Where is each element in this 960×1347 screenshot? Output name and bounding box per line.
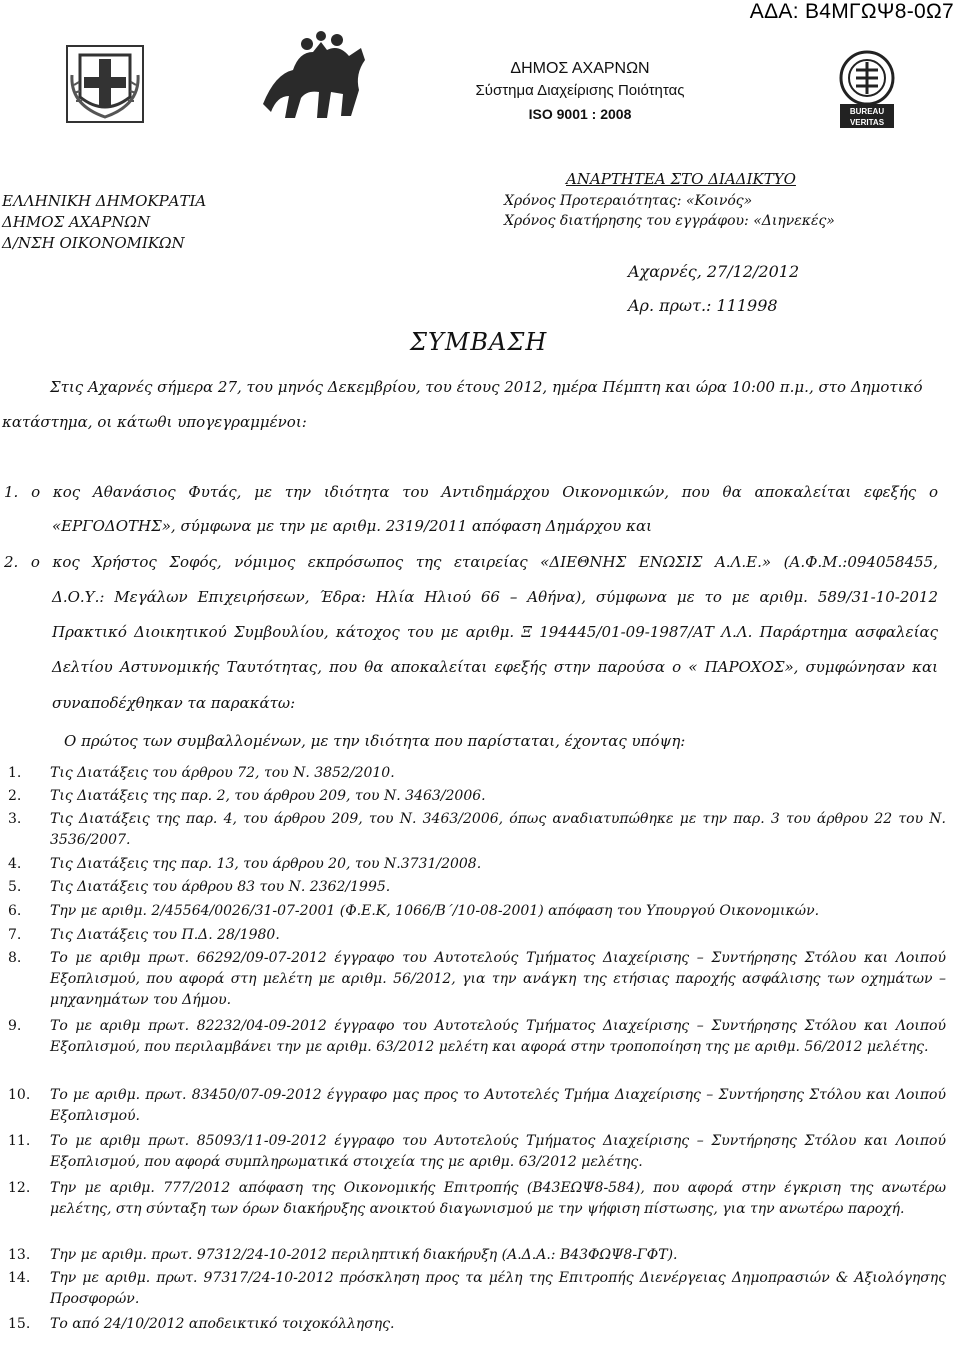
- list-item-number: 11.: [8, 1133, 31, 1149]
- list-item-number: 9.: [8, 1018, 22, 1034]
- list-item-text: Τις Διατάξεις της παρ. 2, του άρθρου 209, του Ν. 3463/2006.: [50, 788, 486, 804]
- svg-text:VERITAS: VERITAS: [849, 118, 885, 127]
- list-item-number: 3.: [8, 811, 22, 827]
- posted-online-label: ΑΝΑΡΤΗΤΕΑ ΣΤΟ ΔΙΑΔΙΚΤΥΟ: [566, 170, 796, 188]
- place-date: Αχαρνές, 27/12/2012: [628, 262, 800, 281]
- list-item-text: Την με αριθμ. 777/2012 απόφαση της Οικονομικής Επιτροπής (Β43ΕΩΨ8-584), που αφορά στην έγκριση της ανωτέρω μελέτης, στη σύνταξη των όρων διακήρυξης ανοικτού διαγωνισμού με την ψήφιση πίστωσης, για την ανωτέρω παροχή.: [50, 1180, 946, 1217]
- list-item-number: 14.: [8, 1270, 31, 1286]
- list-item-number: 1.: [8, 765, 22, 781]
- left-line-municipality: ΔΗΜΟΣ ΑΧΑΡΝΩΝ: [2, 213, 151, 231]
- list-item-number: 6.: [8, 903, 22, 919]
- list-item-text: Τις Διατάξεις του άρθρου 72, του Ν. 3852/2010.: [50, 765, 395, 781]
- list-item-number: 8.: [8, 950, 22, 966]
- priority-label: Χρόνος Προτεραιότητας: «Κοινός»: [504, 193, 753, 209]
- list-item-number: 15.: [8, 1316, 31, 1332]
- ada-code: ΑΔΑ: Β4ΜΓΩΨ8-0Ω7: [749, 0, 954, 23]
- party-2-line-4: Δελτίου Αστυνομικής Ταυτότητας, που θα αποκαλείται εφεξής στην παρούσα ο « ΠΑΡΟΧΟΣ», συμφώνησαν και: [52, 658, 938, 676]
- horses-emblem-icon: [255, 30, 380, 120]
- list-item-number: 5.: [8, 879, 22, 895]
- list-item-text: Την με αριθμ. πρωτ. 97317/24-10-2012 πρόσκληση προς τα μέλη της Επιτροπής Διενέργειας Δημοπρασιών & Αξιολόγησης Προσφορών.: [50, 1270, 946, 1307]
- list-item-text: Τις Διατάξεις του Π.Δ. 28/1980.: [50, 927, 280, 943]
- document-title: ΣΥΜΒΑΣΗ: [410, 328, 548, 356]
- list-item-number: 12.: [8, 1180, 31, 1196]
- list-item-text: Την με αριθμ. πρωτ. 97312/24-10-2012 περιληπτική διακήρυξη (Α.Δ.Α.: Β43ΦΩΨ8-ΓΦΤ).: [50, 1247, 678, 1263]
- party-2-line-2: Δ.Ο.Υ.: Μεγάλων Επιχειρήσεων, Έδρα: Ηλία Ηλιού 66 – Αθήνα), σύμφωνα με το με αριθμ. 589/31-10-2012: [52, 588, 938, 606]
- left-line-directorate: Δ/ΝΣΗ ΟΙΚΟΝΟΜΙΚΩΝ: [2, 234, 185, 252]
- intro-line-1: Στις Αχαρνές σήμερα 27, του μηνός Δεκεμβρίου, του έτους 2012, ημέρα Πέμπτη και ώρα 10:00 π.μ., στο Δημοτικό: [50, 378, 923, 396]
- list-item-text: Τις Διατάξεις της παρ. 4, του άρθρου 209, του Ν. 3463/2006, όπως αναδιατυπώθηκε με την παρ. 3 του άρθρου 22 του Ν. 3536/2007.: [50, 811, 946, 848]
- header-quality-system: Σύστημα Διαχείρισης Ποιότητας: [475, 82, 685, 99]
- list-item-number: 10.: [8, 1087, 31, 1103]
- party-2-line-1: 2. ο κος Χρήστος Σοφός, νόμιμος εκπρόσωπος της εταιρείας «ΔΙΕΘΝΗΣ ΕΝΩΣΙΣ Α.Λ.Ε.» (Α.Φ.Μ.:094058455,: [4, 553, 938, 571]
- list-item-number: 2.: [8, 788, 22, 804]
- list-item-text: Το με αριθμ. πρωτ. 83450/07-09-2012 έγγραφο μας προς το Αυτοτελές Τμήμα Διαχείρισης – Συντήρησης Στόλου και Λοιπού Εξοπλισμού.: [50, 1087, 946, 1124]
- svg-text:BUREAU: BUREAU: [849, 107, 885, 116]
- header-iso: ISO 9001 : 2008: [528, 106, 632, 122]
- retention-label: Χρόνος διατήρησης του εγγράφου: «Διηνεκές»: [504, 213, 835, 229]
- left-line-republic: ΕΛΛΗΝΙΚΗ ΔΗΜΟΚΡΑΤΙΑ: [2, 192, 207, 210]
- list-item-text: Το με αριθμ πρωτ. 66292/09-07-2012 έγγραφο του Αυτοτελούς Τμήματος Διαχείρισης – Συντήρησης Στόλου και Λοιπού Εξοπλισμού, που αφορά στη μελέτη με αριθμ. 56/2012, για την ανάγκη της ετήσιας παροχής ασφάλισης των οχημάτων – μηχανημάτων του Δήμου.: [50, 950, 946, 1008]
- intro-line-2: κατάστημα, οι κάτωθι υπογεγραμμένοι:: [2, 413, 307, 431]
- list-item-number: 7.: [8, 927, 22, 943]
- party-2-line-5: συναποδέχθηκαν τα παρακάτω:: [52, 694, 296, 712]
- greek-emblem-icon: [66, 45, 144, 123]
- list-item-text: Τις Διατάξεις της παρ. 13, του άρθρου 20, του Ν.3731/2008.: [50, 856, 482, 872]
- list-item-text: Το με αριθμ πρωτ. 82232/04-09-2012 έγγραφο του Αυτοτελούς Τμήματος Διαχείρισης – Συντήρησης Στόλου και Λοιπού Εξοπλισμού, που περιλαμβάνει την με αριθμ. 63/2012 μελέτη και αφορά στην τροποποίηση της με αριθμ. 56/2012 μελέτης.: [50, 1018, 946, 1055]
- bureau-veritas-seal-icon: [826, 48, 908, 130]
- protocol-number: Αρ. πρωτ.: 111998: [628, 296, 778, 315]
- header-municipality: ΔΗΜΟΣ ΑΧΑΡΝΩΝ: [510, 60, 650, 77]
- list-item-text: Την με αριθμ. 2/45564/0026/31-07-2001 (Φ.Ε.Κ, 1066/Β΄/10-08-2001) απόφαση του Υπουργού Οικονομικών.: [50, 903, 820, 919]
- list-item-number: 4.: [8, 856, 22, 872]
- list-item-text: Τις Διατάξεις του άρθρου 83 του Ν. 2362/1995.: [50, 879, 391, 895]
- considerations-lead: Ο πρώτος των συμβαλλομένων, με την ιδιότητα που παρίσταται, έχοντας υπόψη:: [64, 732, 686, 750]
- party-2-line-3: Πρακτικό Διοικητικού Συμβουλίου, κάτοχος του με αριθμ. Ξ 194445/01-09-1987/ΑΤ Λ.Λ. Παράρτημα ασφαλείας: [52, 623, 938, 641]
- list-item-text: Το από 24/10/2012 αποδεικτικό τοιχοκόλλησης.: [50, 1316, 395, 1332]
- list-item-number: 13.: [8, 1247, 31, 1263]
- party-1-line-2: «ΕΡΓΟΔΟΤΗΣ», σύμφωνα με την με αριθμ. 2319/2011 απόφαση Δημάρχου και: [52, 517, 652, 535]
- party-1-line-1: 1. ο κος Αθανάσιος Φυτάς, με την ιδιότητα του Αντιδημάρχου Οικονομικών, που θα αποκαλείται εφεξής ο: [4, 483, 938, 501]
- list-item-text: Το με αριθμ πρωτ. 85093/11-09-2012 έγγραφο του Αυτοτελούς Τμήματος Διαχείρισης – Συντήρησης Στόλου και Λοιπού Εξοπλισμού, που αφορά συμπληρωματικά στοιχεία της με αριθμ. 63/2012 μελέτης.: [50, 1133, 946, 1170]
